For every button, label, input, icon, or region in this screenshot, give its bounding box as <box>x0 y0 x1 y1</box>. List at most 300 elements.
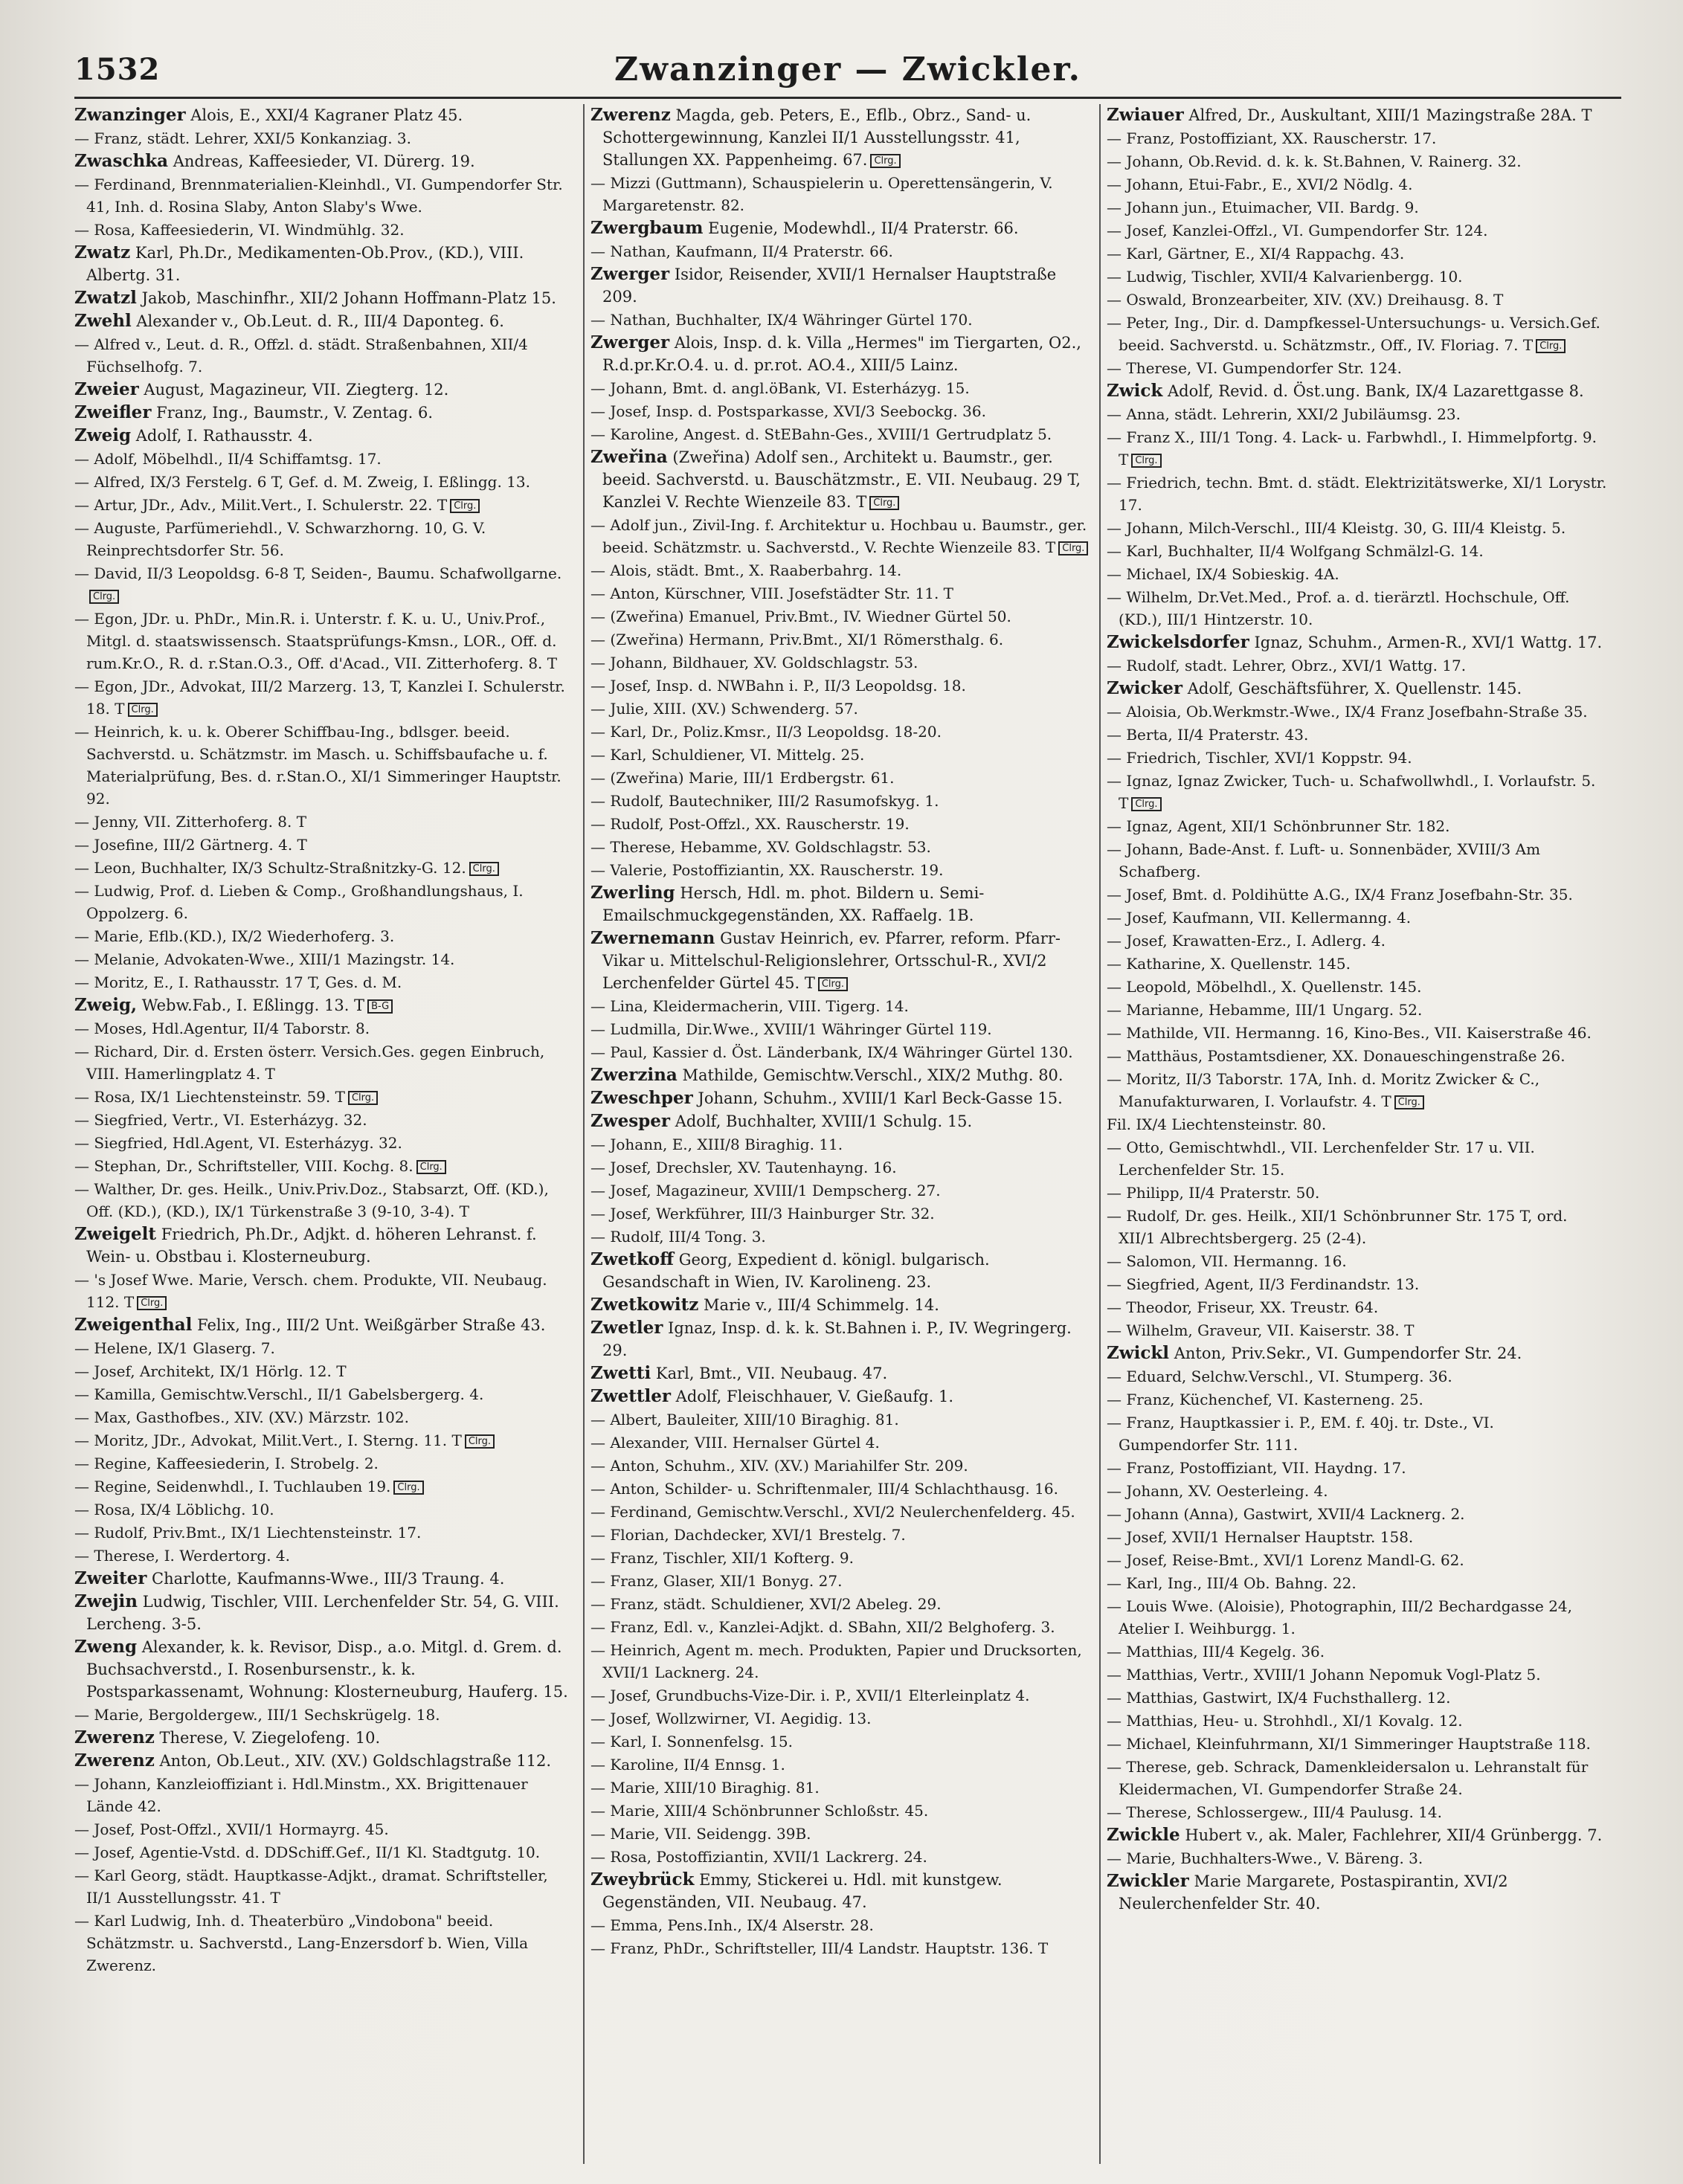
directory-entry-surname <box>591 332 1092 376</box>
directory-entry-surname <box>74 287 576 309</box>
entry-text: — Johann (Anna), Gastwirt, XVII/4 Lacknerg. 2. <box>1107 1505 1465 1523</box>
entry-text: — Siegfried, Vertr., VI. Esterházyg. 32. <box>74 1111 367 1129</box>
clearing-badge: Clrg. <box>1131 454 1161 468</box>
entry-text: — David, II/3 Leopoldsg. 6-8 T, Seiden-, Baumu. Schafwollgarne. <box>74 564 562 582</box>
entry-text: — Franz, Postoffiziant, VII. Haydng. 17. <box>1107 1459 1406 1477</box>
directory-entry <box>591 400 1092 422</box>
directory-entry <box>591 721 1092 743</box>
directory-entry <box>1107 906 1608 929</box>
surname: Zweigenthal <box>74 1315 193 1335</box>
clearing-badge: Clrg. <box>416 1160 446 1174</box>
directory-entry <box>591 1202 1092 1225</box>
directory-entry <box>591 1478 1092 1500</box>
entry-text: — Wilhelm, Graveur, VII. Kaiserstr. 38. T <box>1107 1321 1415 1339</box>
entry-text: — Karoline, Angest. d. StEBahn-Ges., XVIII/1 Gertrudplatz 5. <box>591 425 1052 443</box>
directory-entry <box>74 880 576 924</box>
clearing-badge: Clrg. <box>1536 339 1565 353</box>
directory-entry <box>1107 1687 1608 1709</box>
surname: Zwetkowitz <box>591 1295 699 1315</box>
entry-text: — Heinrich, k. u. k. Oberer Schiffbau-Ing., bdlsger. beeid. Sachverstd. u. Schätzmstr. im Masch. u. Schiffsbaufache u. f. Materialprüfung, Bes. d. r.Stan.O., XI/1 Simmeringer Hauptstr. 92. <box>74 723 561 808</box>
entry-text: — Matthias, Gastwirt, IX/4 Fuchsthallerg. 12. <box>1107 1689 1451 1707</box>
directory-entry <box>74 1498 576 1521</box>
directory-entry <box>74 1178 576 1223</box>
entry-text: — Karl, Buchhalter, II/4 Wolfgang Schmälzl-G. 14. <box>1107 542 1484 560</box>
entry-text: — Max, Gasthofbes., XIV. (XV.) Märzstr. 102. <box>74 1408 409 1426</box>
surname: Zwickl <box>1107 1343 1170 1363</box>
column-1 <box>74 104 576 2164</box>
directory-entry <box>591 1684 1092 1707</box>
entry-text: Adolf, Buchhalter, XVIII/1 Schulg. 15. <box>675 1112 973 1130</box>
entry-text: — Karl, Gärtner, E., XI/4 Rappachg. 43. <box>1107 245 1405 262</box>
entry-text: — Egon, JDr., Advokat, III/2 Marzerg. 13, T, Kanzlei I. Schulerstr. 18. T <box>74 677 565 718</box>
surname: Zwerger <box>591 332 670 352</box>
directory-entry <box>1107 1319 1608 1341</box>
entry-text: — Alfred v., Leut. d. R., Offzl. d. städt. Straßenbahnen, XII/4 Füchselhofg. 7. <box>74 335 528 376</box>
entry-text: — Stephan, Dr., Schriftsteller, VIII. Kochg. 8. <box>74 1157 413 1175</box>
surname: Zweig <box>74 425 132 445</box>
directory-entry <box>591 1455 1092 1477</box>
entry-text: — Johann, Milch-Verschl., III/4 Kleistg. 30, G. III/4 Kleistg. 5. <box>1107 519 1566 537</box>
entry-text: — Marie, Buchhalters-Wwe., V. Bäreng. 3. <box>1107 1849 1423 1867</box>
directory-entry <box>74 1475 576 1498</box>
directory-entry-surname <box>1107 104 1608 126</box>
entry-text: — Josef, Kanzlei-Offzl., VI. Gumpendorfer Str. 124. <box>1107 222 1488 239</box>
entry-text: — Auguste, Parfümeriehdl., V. Schwarzhorng. 10, G. V. Reinprechtsdorfer Str. 56. <box>74 519 486 559</box>
surname: Zwehl <box>74 311 132 331</box>
surname: Zwerling <box>591 883 675 903</box>
surname: Zwerenz <box>74 1750 155 1771</box>
directory-entry-surname <box>591 1869 1092 1913</box>
entry-text: — Emma, Pens.Inh., IX/4 Alserstr. 28. <box>591 1916 874 1934</box>
surname: Zwickle <box>1107 1825 1180 1845</box>
entry-text: — Josef, XVII/1 Hernalser Hauptstr. 158. <box>1107 1528 1414 1546</box>
entry-text: — Johann, Ob.Revid. d. k. k. St.Bahnen, V. Rainerg. 32. <box>1107 152 1522 170</box>
surname: Zwergbaum <box>591 218 704 238</box>
entry-text: — Josef, Reise-Bmt., XVI/1 Lorenz Mandl-G. 62. <box>1107 1551 1464 1569</box>
surname: Zweigelt <box>74 1224 157 1244</box>
directory-entry <box>1107 265 1608 288</box>
directory-entry <box>591 377 1092 399</box>
directory-entry <box>1107 1273 1608 1295</box>
entry-text: Ludwig, Tischler, VIII. Lerchenfelder Str. 54, G. VIII. Lercheng. 3-5. <box>86 1593 559 1633</box>
entry-text: — Moses, Hdl.Agentur, II/4 Taborstr. 8. <box>74 1019 370 1037</box>
surname: Zwaschka <box>74 151 169 171</box>
entry-text: Fil. IX/4 Liechtensteinstr. 80. <box>1107 1115 1327 1133</box>
clearing-badge: Clrg. <box>393 1481 423 1495</box>
entry-text: — Franz, Hauptkassier i. P., EM. f. 40j. tr. Dste., VI. Gumpendorfer Str. 111. <box>1107 1414 1494 1454</box>
directory-entry <box>591 1914 1092 1936</box>
entry-text: — Karl, I. Sonnenfelsg. 15. <box>591 1733 793 1750</box>
surname: Zwiauer <box>1107 105 1184 125</box>
directory-entry <box>1107 747 1608 769</box>
clearing-badge: B-G <box>367 999 393 1014</box>
directory-entry <box>1107 357 1608 379</box>
entry-text: — Moritz, E., I. Rathausstr. 17 T, Ges. d. M. <box>74 973 402 991</box>
directory-entry <box>1107 1296 1608 1318</box>
entry-text: — Ludwig, Tischler, XVII/4 Kalvarienbergg. 10. <box>1107 268 1463 286</box>
entry-text: — Franz, städt. Lehrer, XXI/5 Konkanziag. 3. <box>74 129 412 147</box>
clearing-badge: Clrg. <box>869 496 899 510</box>
directory-entry <box>1107 471 1608 516</box>
directory-entry-surname <box>74 1314 576 1336</box>
entry-text: Mathilde, Gemischtw.Verschl., XIX/2 Muthg. 80. <box>682 1066 1063 1084</box>
directory-entry-surname <box>74 994 576 1017</box>
entry-text: Georg, Expedient d. königl. bulgarisch. Gesandschaft in Wien, IV. Karolineng. 23. <box>602 1251 990 1291</box>
entry-text: Adolf, Geschäftsführer, X. Quellenstr. 145. <box>1187 680 1522 698</box>
surname: Zweifler <box>74 402 152 422</box>
clearing-badge: Clrg. <box>1394 1095 1424 1109</box>
surname: Zwick <box>1107 381 1163 401</box>
directory-entry <box>74 1704 576 1726</box>
clearing-badge: Clrg. <box>818 977 848 991</box>
entry-text: — Friedrich, techn. Bmt. d. städt. Elektrizitätswerke, XI/1 Lorystr. 17. <box>1107 474 1607 514</box>
entry-text: Marie Margarete, Postaspirantin, XVI/2 Neulerchenfelder Str. 40. <box>1119 1872 1508 1913</box>
entry-text: Karl, Ph.Dr., Medikamenten-Ob.Prov., (KD.), VIII. Albertg. 31. <box>86 244 524 284</box>
entry-text: — Otto, Gemischtwhdl., VII. Lerchenfelder Str. 17 u. VII. Lerchenfelder Str. 15. <box>1107 1138 1535 1179</box>
surname: Zwatz <box>74 242 131 262</box>
entry-text: — Rudolf, stadt. Lehrer, Obrz., XVI/1 Wattg. 17. <box>1107 657 1467 674</box>
directory-entry <box>591 1800 1092 1822</box>
entry-text: — Franz, Glaser, XII/1 Bonyg. 27. <box>591 1572 843 1590</box>
entry-text: — Walther, Dr. ges. Heilk., Univ.Priv.Doz., Stabsarzt, Off. (KD.), Off. (KD.), (KD.), IX/1 Türkenstraße 3 (9-10, 3-4). T <box>74 1180 549 1220</box>
entry-text: — Valerie, Postoffiziantin, XX. Rauscherstr. 19. <box>591 861 944 879</box>
directory-entry <box>1107 1068 1608 1112</box>
directory-entry <box>1107 150 1608 173</box>
running-title: Zwanzinger — Zwickler. <box>614 51 1081 88</box>
entry-text: Karl, Bmt., VII. Neubaug. 47. <box>655 1365 888 1382</box>
directory-entry-surname <box>591 1110 1092 1133</box>
directory-entry <box>1107 1756 1608 1800</box>
directory-entry <box>1107 1388 1608 1411</box>
entry-text: — Ludmilla, Dir.Wwe., XVIII/1 Währinger Gürtel 119. <box>591 1020 992 1038</box>
directory-entry-surname <box>591 1362 1092 1385</box>
entry-text: — Anton, Schilder- u. Schriftenmaler, III/4 Schlachthausg. 16. <box>591 1480 1058 1498</box>
entry-text: Ignaz, Insp. d. k. k. St.Bahnen i. P., IV. Wegringerg. 29. <box>602 1319 1072 1359</box>
directory-entry <box>1107 1801 1608 1823</box>
directory-entry <box>1107 976 1608 998</box>
directory-entry <box>74 1269 576 1313</box>
entry-text: — Rudolf, Post-Offzl., XX. Rauscherstr. 19. <box>591 815 910 833</box>
entry-text: — Josef, Wollzwirner, VI. Aegidig. 13. <box>591 1710 872 1727</box>
entry-text: Alexander, k. k. Revisor, Disp., a.o. Mitgl. d. Grem. d. Buchsachverstd., I. Rosenbursenstr., k. k. Postsparkassenamt, Wohnung: Klosterneuburg, Hauferg. 15. <box>86 1638 568 1701</box>
entry-text: — Alfred, IX/3 Ferstelg. 6 T, Gef. d. M. Zweig, I. Eßlingg. 13. <box>74 473 530 491</box>
directory-entry <box>591 1431 1092 1454</box>
entry-text: — Ignaz, Ignaz Zwicker, Tuch- u. Schafwollwhdl., I. Vorlaufstr. 5. T <box>1107 772 1596 812</box>
entry-text: — Mathilde, VII. Hermanng. 16, Kino-Bes., VII. Kaiserstraße 46. <box>1107 1024 1592 1042</box>
directory-entry <box>1107 1045 1608 1067</box>
directory-entry <box>74 1155 576 1177</box>
entry-text: — Josef, Werkführer, III/3 Hainburger Str. 32. <box>591 1205 935 1223</box>
directory-entry <box>591 1846 1092 1868</box>
entry-text: — Marie, XIII/4 Schönbrunner Schloßstr. 45. <box>591 1802 929 1820</box>
entry-text: — Kamilla, Gemischtw.Verschl., II/1 Gabelsbergerg. 4. <box>74 1385 484 1403</box>
directory-entry <box>591 1041 1092 1063</box>
entry-text: Adolf, Fleischhauer, V. Gießaufg. 1. <box>675 1388 954 1405</box>
entry-text: — Josef, Drechsler, XV. Tautenhayng. 16. <box>591 1159 897 1176</box>
entry-text: — Michael, Kleinfuhrmann, XI/1 Simmeringer Hauptstraße 118. <box>1107 1735 1591 1753</box>
directory-entry-surname <box>74 1727 576 1749</box>
surname: Zweig, <box>74 995 138 1015</box>
surname: Zwerzina <box>591 1065 678 1085</box>
entry-text: — Berta, II/4 Praterstr. 43. <box>1107 726 1309 744</box>
directory-entry <box>1107 403 1608 425</box>
entry-text: — Johann, Bmt. d. angl.öBank, VI. Esterházyg. 15. <box>591 379 970 397</box>
directory-entry <box>1107 426 1608 471</box>
entry-text: — Karl Georg, städt. Hauptkasse-Adjkt., dramat. Schriftsteller, II/1 Ausstellungsstr. 41. T <box>74 1866 548 1907</box>
directory-entry <box>591 744 1092 766</box>
directory-entry-surname <box>74 310 576 332</box>
surname: Zwickelsdorfer <box>1107 632 1249 652</box>
entry-text: — Rudolf, Bautechniker, III/2 Rasumofskyg. 1. <box>591 792 939 810</box>
entry-text: — Moritz, JDr., Advokat, Milit.Vert., I. Sterng. 11. T <box>74 1431 462 1449</box>
directory-entry <box>591 1408 1092 1431</box>
clearing-badge: Clrg. <box>870 154 900 168</box>
directory-entry-surname <box>74 1750 576 1772</box>
entry-text: — Karoline, II/4 Ennsg. 1. <box>591 1756 785 1774</box>
directory-entry <box>74 1521 576 1544</box>
directory-entry <box>74 1337 576 1359</box>
entry-text: — Johann jun., Etuimacher, VII. Bardg. 9. <box>1107 199 1419 216</box>
surname: Zwerger <box>591 264 670 284</box>
directory-entry-surname <box>1107 380 1608 402</box>
entry-text: — Marianne, Hebamme, III/1 Ungarg. 52. <box>1107 1001 1423 1019</box>
entry-text: — Therese, Schlossergew., III/4 Paulusg. 14. <box>1107 1803 1442 1821</box>
directory-entry <box>1107 1182 1608 1204</box>
entry-text: Eugenie, Modewhdl., II/4 Praterstr. 66. <box>708 219 1019 237</box>
entry-text: — Josefine, III/2 Gärtnerg. 4. T <box>74 836 307 854</box>
column-divider <box>583 104 585 2164</box>
entry-text: — Anton, Kürschner, VIII. Josefstädter Str. 11. T <box>591 584 953 602</box>
entry-text: — Josef, Post-Offzl., XVII/1 Hormayrg. 45. <box>74 1820 389 1838</box>
directory-entry <box>74 1086 576 1108</box>
surname: Zwesper <box>591 1111 671 1131</box>
directory-entry <box>591 559 1092 582</box>
entry-text: — Johann, Etui-Fabr., E., XVI/2 Nödlg. 4. <box>1107 175 1413 193</box>
entry-text: — Josef, Krawatten-Erz., I. Adlerg. 4. <box>1107 932 1386 950</box>
entry-text: Alois, E., XXI/4 Kagraner Platz 45. <box>190 106 463 124</box>
surname: Zweiter <box>74 1568 147 1588</box>
entry-text: — Karl, Schuldiener, VI. Mittelg. 25. <box>591 746 865 764</box>
entry-text: — Josef, Bmt. d. Poldihütte A.G., IX/4 Franz Josefbahn-Str. 35. <box>1107 886 1573 903</box>
directory-entry-surname <box>74 104 576 126</box>
entry-text: — Siegfried, Agent, II/3 Ferdinandstr. 13. <box>1107 1275 1420 1293</box>
directory-entry-surname <box>74 379 576 401</box>
entry-text: — Karl Ludwig, Inh. d. Theaterbüro „Vindobona" beeid. Schätzmstr. u. Sachverstd., Lang-Enzersdorf b. Wien, Villa Zwerenz. <box>74 1912 529 1974</box>
directory-entry <box>74 333 576 378</box>
directory-entry-surname <box>74 1591 576 1635</box>
directory-entry <box>74 219 576 241</box>
entry-text: — Franz, Tischler, XII/1 Kofterg. 9. <box>591 1549 854 1567</box>
directory-entry <box>74 811 576 833</box>
directory-entry <box>1107 1480 1608 1502</box>
directory-entry <box>591 605 1092 628</box>
entry-text: — Oswald, Bronzearbeiter, XIV. (XV.) Dreihausg. 8. T <box>1107 291 1504 309</box>
directory-entry <box>591 514 1092 558</box>
directory-entry <box>591 790 1092 812</box>
entry-text: — Eduard, Selchw.Verschl., VI. Stumperg. 36. <box>1107 1368 1452 1385</box>
directory-entry <box>1107 1411 1608 1456</box>
entry-text: August, Magazineur, VII. Ziegterg. 12. <box>144 381 449 399</box>
directory-entry <box>1107 1022 1608 1044</box>
directory-entry <box>1107 242 1608 265</box>
directory-entry <box>591 1730 1092 1753</box>
entry-text: — Therese, VI. Gumpendorfer Str. 124. <box>1107 359 1402 377</box>
directory-entry-surname <box>591 446 1092 513</box>
directory-entry <box>74 1429 576 1452</box>
entry-text: — Louis Wwe. (Aloisie), Photographin, III/2 Bechardgasse 24, Atelier I. Weihburgg. 1. <box>1107 1597 1572 1637</box>
directory-entry <box>74 127 576 149</box>
entry-text: — Franz, Postoffiziant, XX. Rauscherstr. 17. <box>1107 129 1437 147</box>
directory-entry <box>591 698 1092 720</box>
directory-entry <box>1107 1663 1608 1686</box>
directory-entry <box>591 1776 1092 1799</box>
directory-entry <box>74 1406 576 1428</box>
directory-entry <box>1107 770 1608 814</box>
directory-entry <box>74 1360 576 1382</box>
directory-entry <box>1107 517 1608 539</box>
directory-entry <box>74 173 576 218</box>
directory-entry-surname <box>1107 677 1608 700</box>
entry-text: — Franz, Küchenchef, VI. Kasterneng. 25. <box>1107 1391 1423 1408</box>
directory-entry-surname <box>74 242 576 286</box>
directory-entry <box>1107 1457 1608 1479</box>
entry-text: (Zweřina) Adolf sen., Architekt u. Baumstr., ger. beeid. Sachverstd. u. Bauschätzmstr., E. VII. Neubaug. 29 T, Kanzlei V. Rechte Wienzeile 83. T <box>602 448 1081 511</box>
directory-entry <box>591 628 1092 651</box>
entry-text: — Helene, IX/1 Glaserg. 7. <box>74 1339 275 1357</box>
directory-entry <box>74 1910 576 1977</box>
entry-text: — (Zweřina) Hermann, Priv.Bmt., XI/1 Römersthalg. 6. <box>591 631 1004 648</box>
entry-text: — Peter, Ing., Dir. d. Dampfkessel-Untersuchungs- u. Versich.Gef. beeid. Sachverstd. u. Schätzmstr., Off., IV. Floriag. 7. T <box>1107 314 1600 354</box>
directory-entry <box>1107 999 1608 1021</box>
directory-entry-surname <box>74 1223 576 1268</box>
entry-text: — Florian, Dachdecker, XVI/1 Brestelg. 7. <box>591 1526 906 1544</box>
entry-text: — Karl, Dr., Poliz.Kmsr., II/3 Leopoldsg. 18-20. <box>591 723 942 741</box>
entry-text: — Mizzi (Guttmann), Schauspielerin u. Operettensängerin, V. Margaretenstr. 82. <box>591 174 1053 214</box>
directory-entry <box>74 1017 576 1040</box>
directory-entry <box>1107 930 1608 952</box>
surname: Zwanzinger <box>74 105 186 125</box>
entry-text: — Johann, Bildhauer, XV. Goldschlagstr. 53. <box>591 654 918 671</box>
entry-text: — Regine, Kaffeesiederin, I. Strobelg. 2. <box>74 1455 379 1472</box>
directory-entry <box>74 1841 576 1864</box>
entry-text: Ignaz, Schuhm., Armen-R., XVI/1 Wattg. 17. <box>1254 634 1603 651</box>
directory-entry <box>591 1593 1092 1615</box>
entry-text: Isidor, Reisender, XVII/1 Hernalser Hauptstraße 209. <box>602 265 1057 306</box>
entry-text: — Therese, geb. Schrack, Damenkleidersalon u. Lehranstalt für Kleidermachen, VI. Gumpendorfer Straße 24. <box>1107 1758 1589 1798</box>
entry-text: — Rosa, Kaffeesiederin, VI. Windmühlg. 32. <box>74 221 405 239</box>
clearing-badge: Clrg. <box>89 590 119 604</box>
directory-entry <box>1107 219 1608 242</box>
entry-text: Marie v., III/4 Schimmelg. 14. <box>704 1296 939 1314</box>
directory-entry <box>1107 1572 1608 1594</box>
entry-text: — Aloisia, Ob.Werkmstr.-Wwe., IX/4 Franz Josefbahn-Straße 35. <box>1107 703 1588 721</box>
directory-entry <box>1107 953 1608 975</box>
entry-text: Adolf, I. Rathausstr. 4. <box>135 427 313 445</box>
surname: Zwicker <box>1107 678 1183 698</box>
directory-entry <box>74 1109 576 1131</box>
directory-entry <box>74 448 576 470</box>
entry-text: — Josef, Kaufmann, VII. Kellermanng. 4. <box>1107 909 1412 927</box>
clearing-badge: Clrg. <box>137 1296 167 1310</box>
directory-entry <box>1107 196 1608 219</box>
entry-text: — Nathan, Kaufmann, II/4 Praterstr. 66. <box>591 242 893 260</box>
directory-entry <box>591 1823 1092 1845</box>
directory-entry <box>74 494 576 516</box>
clearing-badge: Clrg. <box>465 1434 495 1449</box>
clearing-badge: Clrg. <box>348 1091 378 1105</box>
entry-text: — Franz, Edl. v., Kanzlei-Adjkt. d. SBahn, XII/2 Belghoferg. 3. <box>591 1618 1055 1636</box>
directory-entry <box>74 857 576 879</box>
directory-entry <box>591 995 1092 1017</box>
surname: Zwickler <box>1107 1871 1189 1891</box>
directory-entry <box>1107 1847 1608 1869</box>
directory-entry-surname <box>591 882 1092 927</box>
directory-entry <box>591 836 1092 858</box>
directory-entry <box>591 859 1092 881</box>
directory-entry <box>74 721 576 810</box>
entry-text: — Leon, Buchhalter, IX/3 Schultz-Straßnitzky-G. 12. <box>74 859 466 877</box>
entry-text: — Josef, Agentie-Vstd. d. DDSchiff.Gef., II/1 Kl. Stadtgutg. 10. <box>74 1843 541 1861</box>
entry-text: — Marie, XIII/10 Biraghig. 81. <box>591 1779 820 1797</box>
directory-entry-surname <box>591 1385 1092 1408</box>
directory-entry-surname <box>1107 1342 1608 1365</box>
directory-entry <box>591 1133 1092 1156</box>
directory-entry-surname <box>591 217 1092 239</box>
directory-entry <box>591 767 1092 789</box>
entry-text: — Heinrich, Agent m. mech. Produkten, Papier und Drucksorten, XVII/1 Lacknerg. 24. <box>591 1641 1082 1681</box>
entry-text: — Theodor, Friseur, XX. Treustr. 64. <box>1107 1298 1379 1316</box>
entry-text: — Nathan, Buchhalter, IX/4 Währinger Gürtel 170. <box>591 311 973 329</box>
directory-entry <box>1107 563 1608 585</box>
directory-entry-surname <box>591 1064 1092 1086</box>
entry-text: — Marie, VII. Seidengg. 39B. <box>591 1825 811 1843</box>
entry-text: — Rudolf, Dr. ges. Heilk., XII/1 Schönbrunner Str. 175 T, ord. XII/1 Albrechtsbergerg. 25 (2-4). <box>1107 1207 1568 1247</box>
directory-entry <box>1107 724 1608 746</box>
directory-entry <box>1107 1733 1608 1755</box>
entry-text: — Moritz, II/3 Taborstr. 17A, Inh. d. Moritz Zwicker & C., Manufakturwaren, I. Vorlaufstr. 4. T <box>1107 1070 1540 1110</box>
clearing-badge: Clrg. <box>1131 797 1161 811</box>
entry-text: Jakob, Maschinfhr., XII/2 Johann Hoffmann-Platz 15. <box>141 289 556 307</box>
entry-text: Alfred, Dr., Auskultant, XIII/1 Mazingstraße 28A. T <box>1188 106 1592 124</box>
directory-columns <box>74 104 1621 2164</box>
entry-text: — Ferdinand, Gemischtw.Verschl., XVI/2 Neulerchenfelderg. 45. <box>591 1503 1075 1521</box>
directory-entry <box>74 1544 576 1567</box>
header-rule <box>74 97 1621 99</box>
directory-entry <box>74 675 576 720</box>
column-2 <box>591 104 1092 2164</box>
directory-entry <box>1107 1205 1608 1249</box>
directory-entry <box>591 1570 1092 1592</box>
surname: Zwejin <box>74 1591 138 1611</box>
entry-text: — Friedrich, Tischler, XVI/1 Koppstr. 94. <box>1107 749 1412 767</box>
entry-text: Hubert v., ak. Maler, Fachlehrer, XII/4 Grünbergg. 7. <box>1185 1826 1603 1844</box>
directory-entry-surname <box>591 1249 1092 1293</box>
entry-text: — Alois, städt. Bmt., X. Raaberbahrg. 14. <box>591 561 902 579</box>
directory-entry <box>591 309 1092 331</box>
directory-entry <box>591 1616 1092 1638</box>
directory-entry <box>591 1156 1092 1179</box>
directory-entry <box>74 1383 576 1405</box>
directory-entry-surname <box>591 1294 1092 1316</box>
directory-entry <box>591 1501 1092 1523</box>
directory-entry-surname <box>74 1568 576 1590</box>
entry-text: Andreas, Kaffeesieder, VI. Dürerg. 19. <box>173 152 475 170</box>
directory-entry <box>1107 1365 1608 1388</box>
entry-text: — Anna, städt. Lehrerin, XXI/2 Jubiläumsg. 23. <box>1107 405 1461 423</box>
surname: Zwetler <box>591 1318 663 1338</box>
directory-entry <box>591 423 1092 445</box>
directory-entry-surname <box>591 927 1092 994</box>
